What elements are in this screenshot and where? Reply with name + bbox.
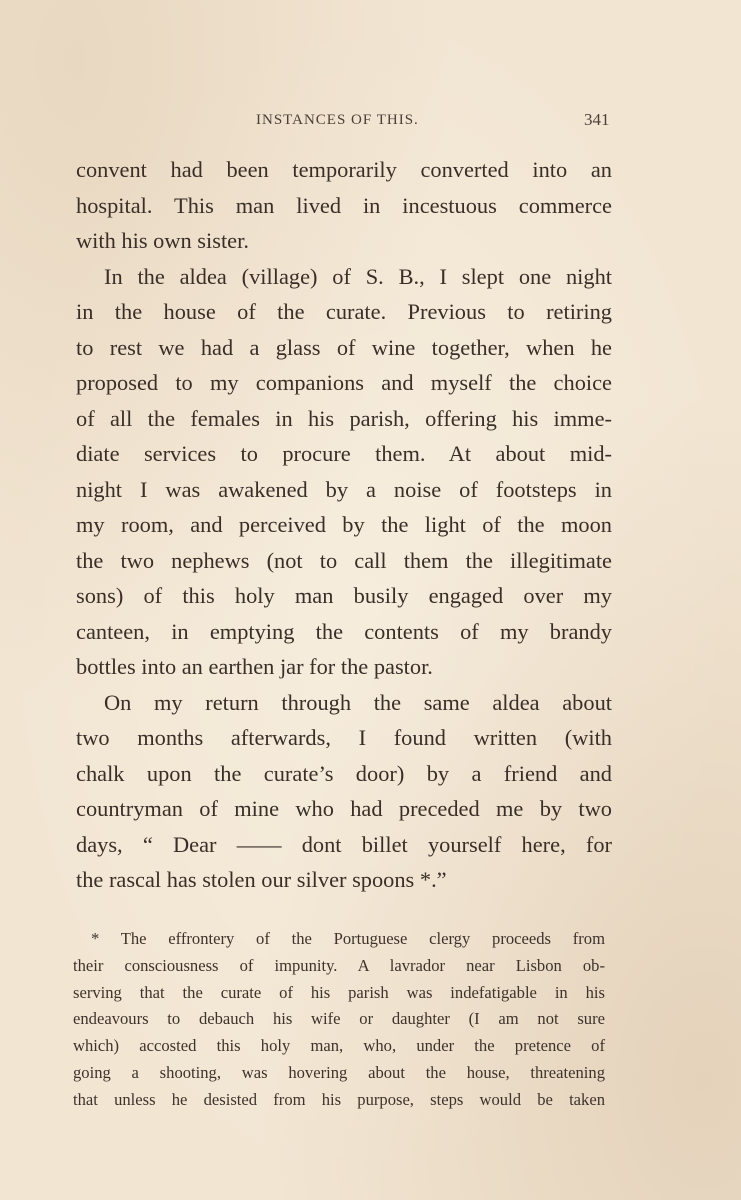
page-number: 341 xyxy=(584,110,610,129)
footnote-line: that unless he desisted from his purpose, steps would be taken xyxy=(73,1089,605,1109)
text-line: my room, and perceived by the light of the moon xyxy=(76,512,612,537)
text-line: canteen, in emptying the contents of my brandy xyxy=(76,618,612,644)
text-line: On my return through the same aldea about xyxy=(104,689,612,715)
running-head xyxy=(0,110,741,134)
text-line: two months afterwards, I found written (with xyxy=(76,725,612,750)
text-line: the two nephews (not to call them the illegitimate xyxy=(76,547,612,573)
text-line: In the aldea (village) of S. B., I slept one night xyxy=(104,263,612,289)
text-line: the rascal has stolen our silver spoons *.” xyxy=(76,867,447,892)
text-line: sons) of this holy man busily engaged over my xyxy=(76,583,612,608)
text-line: with his own sister. xyxy=(76,228,249,253)
text-line: countryman of mine who had preceded me by two xyxy=(76,796,612,821)
footnote-line: serving that the curate of his parish was indefatigable in his xyxy=(73,982,605,1002)
text-line: night I was awakened by a noise of footsteps in xyxy=(76,476,612,502)
paragraph-1 xyxy=(76,152,612,259)
footnote-line: their consciousness of impunity. A lavrador near Lisbon ob- xyxy=(73,955,605,975)
footnote xyxy=(73,926,605,1114)
paragraph-3 xyxy=(76,685,612,898)
text-line: diate services to procure them. At about mid- xyxy=(76,441,612,466)
paragraph-2 xyxy=(76,259,612,685)
running-title: INSTANCES OF THIS. xyxy=(256,112,419,128)
text-line: in the house of the curate. Previous to retiring xyxy=(76,299,612,324)
footnote-line: going a shooting, was hovering about the house, threatening xyxy=(73,1062,605,1082)
text-line: to rest we had a glass of wine together, when he xyxy=(76,334,612,360)
text-line: days, “ Dear —— dont billet yourself here, for xyxy=(76,831,612,857)
text-line: of all the females in his parish, offering his imme- xyxy=(76,405,612,431)
footnote-line: endeavours to debauch his wife or daughter (I am not sure xyxy=(73,1009,605,1029)
body-text xyxy=(76,152,612,898)
text-line: chalk upon the curate’s door) by a friend and xyxy=(76,760,612,786)
text-line: convent had been temporarily converted into an xyxy=(76,157,612,182)
text-line: bottles into an earthen jar for the pastor. xyxy=(76,654,433,679)
text-line: hospital. This man lived in incestuous commerce xyxy=(76,192,612,218)
footnote-line: which) accosted this holy man, who, under the pretence of xyxy=(73,1036,605,1056)
footnote-line: * The effrontery of the Portuguese clergy proceeds from xyxy=(91,929,605,948)
text-line: proposed to my companions and myself the choice xyxy=(76,370,612,395)
